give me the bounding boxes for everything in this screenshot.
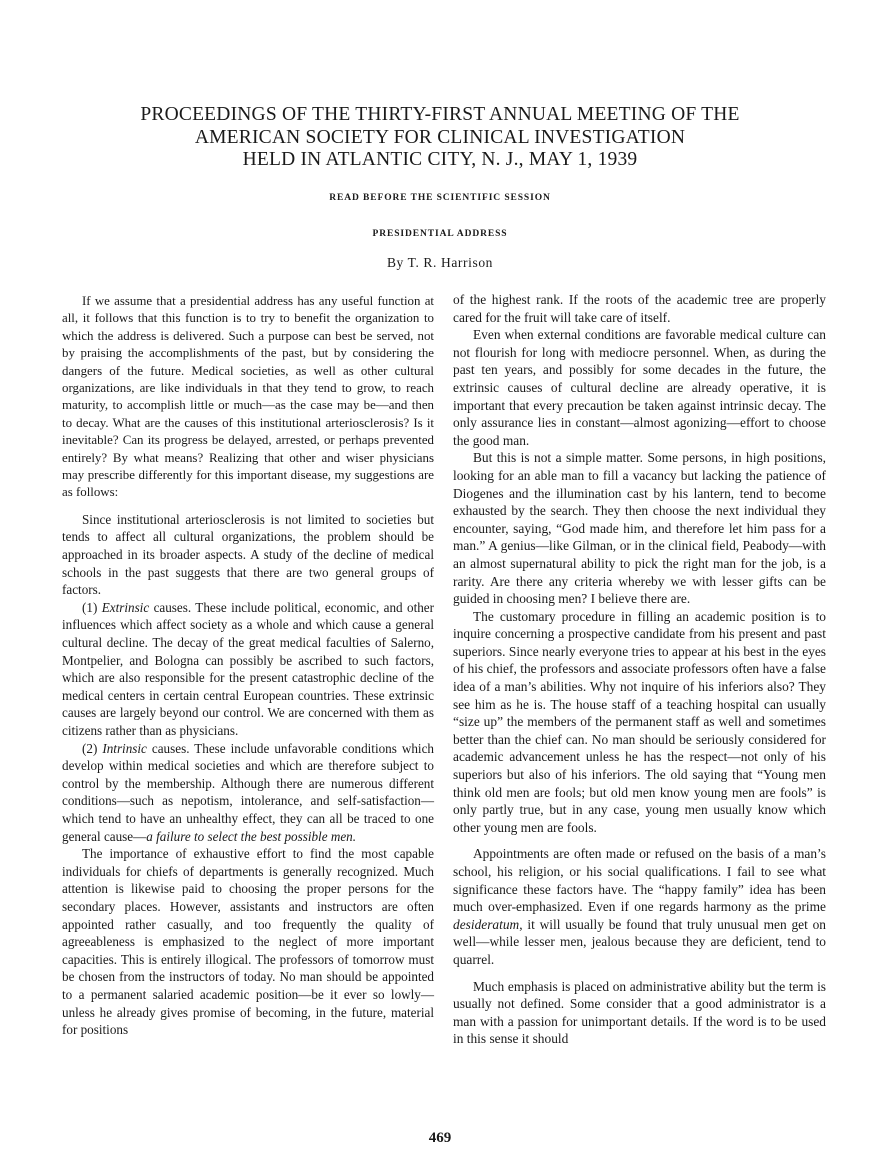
paragraph-not-simple: But this is not a simple matter. Some persons, in high positions, looking for an able man to fill a vacancy but lacking the patience of Diogenes and the illumination cast by his lantern, tend to become exhausted by the search. They then choose the next individual they encounter, saying, “God made him, and therefore let him pass for a man.” A genius—like Gilman, or in the clinical field, Peabody—with an almost supernatural ability to pick the right man for the job, is a rarity. Are there any criteria whereby we with lesser gifts can be guided in choosing men? I believe there are. xyxy=(453,450,826,607)
paragraph-external: Even when external conditions are favorable medical culture can not flourish for long with mediocre personnel. When, as during the past ten years, and possibly for some decades in the future, the extrinsic causes of cultural decline are already operative, it is important that every precaution be taken against intrinsic decay. The only assurance lies in constant—almost agonizing—effort to choose the good man. xyxy=(453,327,826,448)
appointments-text-a: Appointments are often made or refused on the basis of a man’s school, his religion, or his social qualifications. I fail to see what significance these factors have. The “happy family” idea has been much over-emphasized. Even if one regards harmony as the prime xyxy=(453,846,826,915)
intrinsic-term: Intrinsic xyxy=(102,740,147,756)
intrinsic-label: (2) xyxy=(82,740,103,756)
paragraph-procedure: The customary procedure in filling an academic position is to inquire concerning a prospective candidate from his present and past superiors. Since nearly everyone tries to appear at his best in the eyes of his chief, the professors and associate professors often have a false idea of a man’s abilities. Why not inquire of his inferiors also? They see him as he is. The house staff of a teaching hospital can usually “size up” the members of the permanent staff as well and sometimes better than the chief can. No man should be seriously considered for academic advancement unless he has the respect—not only of his superiors but also of his inferiors. The old saying that “Young men think old men are fools; but old men know young men are fools” is only partly true, but in any case, young men usually know which other young men are fools. xyxy=(453,608,826,835)
paragraph-since: Since institutional arteriosclerosis is not limited to societies but tends to affect all cultural organizations, the problem should be approached in its broader aspects. A study of the decline of medical schools in the past suggests that there are two general groups of factors. xyxy=(62,511,434,598)
appointments-text-b: , it will usually be found that truly unusual men get on well—while lesser men, jealous because they are deficient, tend to quarrel. xyxy=(453,916,826,967)
title-line-3: HELD IN ATLANTIC CITY, N. J., MAY 1, 1939 xyxy=(242,149,638,170)
intrinsic-text: causes. These include unfavorable conditions which develop within medical societies and which are therefore subject to control by the membership. Although there are numerous different conditions—such as nepotism, intolerance, and self-satisfaction—which tend to have an unhealthy effect, they can all be traced to one general cause— xyxy=(62,740,434,844)
left-column xyxy=(62,293,434,1039)
paragraph-appointments xyxy=(453,845,826,968)
intrinsic-emphasis: a failure to select the best possible men. xyxy=(146,828,357,844)
article-title xyxy=(90,104,790,172)
right-column xyxy=(453,291,826,1048)
title-line-2: AMERICAN SOCIETY FOR CLINICAL INVESTIGATION xyxy=(194,126,686,148)
paragraph-extrinsic xyxy=(62,599,434,740)
extrinsic-text: causes. These include political, economic, and other influences which affect society as a whole and which cause a general cultural decline. The decay of the great medical faculties of Salerno, Montpelier, and Bologna can possibly be ascribed to such factors, which are also responsible for the present catastrophic decline of the medical centers in certain central European countries. These extrinsic causes are largely beyond our control. We are concerned with them as citizens rather than as physicians. xyxy=(62,599,434,738)
paragraph-importance: The importance of exhaustive effort to find the most capable individuals for chiefs of departments is generally recognized. Much attention is likewise paid to choosing the proper persons for the secondary places. However, assistants and instructors are often appointed rather casually, and too frequently the quality of agreeableness is emphasized to the neglect of more important capacities. This is entirely illogical. The professors of tomorrow must be chosen from the instructors of today. No man should be appointed to a permanent salaried academic position—be it ever so lowly—unless he already gives promise of becoming, in the future, material for positions xyxy=(62,846,434,1038)
extrinsic-label: (1) xyxy=(82,599,102,615)
paragraph-continued: of the highest rank. If the roots of the academic tree are properly cared for the fruit will take care of itself. xyxy=(453,292,826,325)
section-heading: PRESIDENTIAL ADDRESS xyxy=(372,229,508,239)
desideratum-term: desideratum xyxy=(453,916,520,932)
title-line-1: PROCEEDINGS OF THE THIRTY-FIRST ANNUAL MEETING OF THE xyxy=(140,104,740,125)
author-byline: By T. R. Harrison xyxy=(386,255,494,270)
session-heading: READ BEFORE THE SCIENTIFIC SESSION xyxy=(329,193,551,203)
page-number: 469 xyxy=(428,1130,452,1146)
paragraph-administrative: Much emphasis is placed on administrative ability but the term is usually not defined. Some consider that a good administrator is a man with a passion for unimportant details. If the word is to be used in this sense it should xyxy=(453,978,826,1047)
paragraph-intro: If we assume that a presidential address has any useful function at all, it follows that this function is to try to benefit the organization to which the address is delivered. Such a purpose can best be served, not by praising the accomplishments of the past, but by considering the dangers of the future. Medical societies, as well as other cultural organizations, are like individuals in that they tend to grow, to reach maturity, to accomplish little or much—as the case may be—and then to decay. What are the causes of this institutional arteriosclerosis? Is it inevitable? Can its progress be delayed, arrested, or perhaps prevented entirely? By what means? Realizing that other and wiser physicians may prescribe differently for this important disease, my suggestions are as follows: xyxy=(62,294,434,500)
extrinsic-term: Extrinsic xyxy=(101,599,150,615)
paragraph-intrinsic xyxy=(62,740,434,846)
